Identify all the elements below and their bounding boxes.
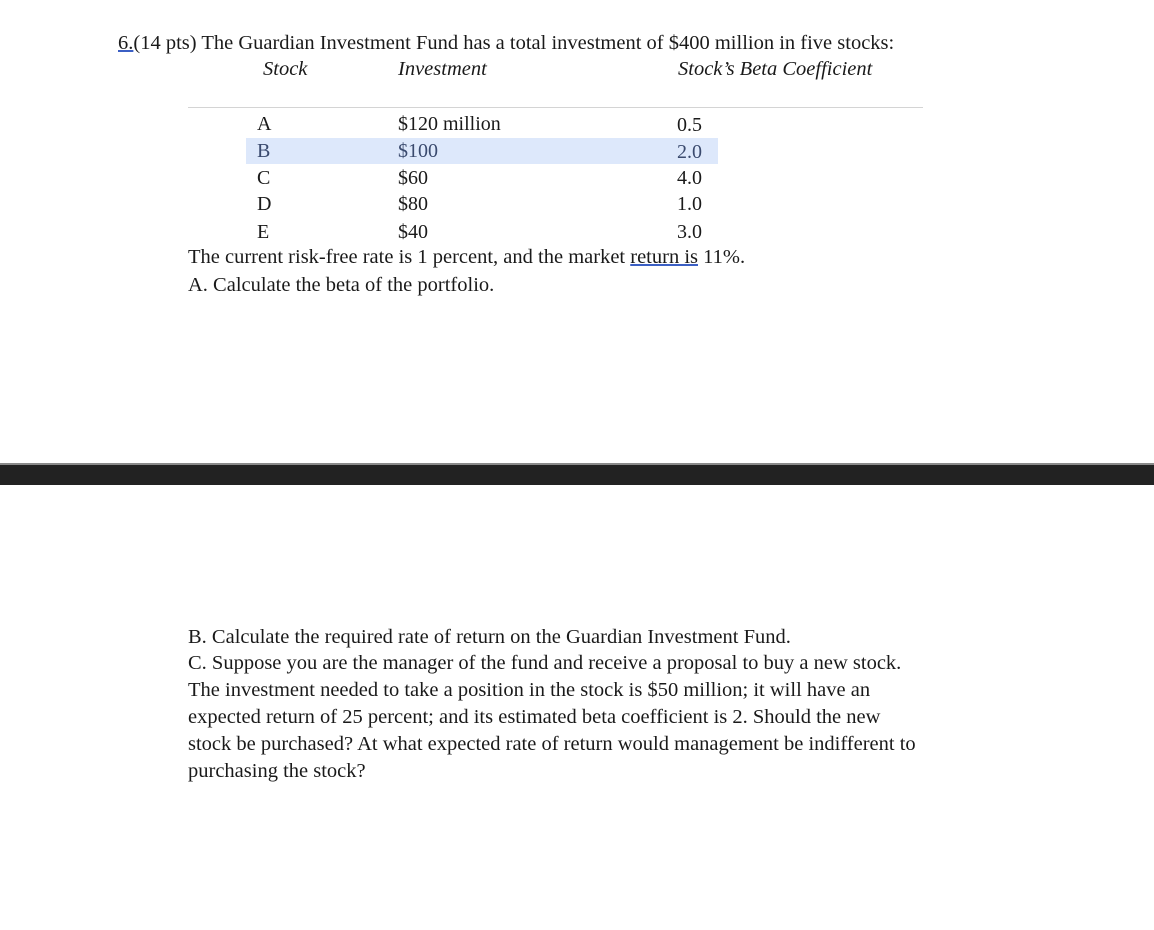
header-stock: Stock [263, 58, 308, 80]
question-intro: (14 pts) The Guardian Investment Fund has a total investment of $400 million in five stocks: [133, 32, 895, 54]
part-c-line: expected return of 25 percent; and its estimated beta coefficient is 2. Should the new [188, 706, 881, 728]
row-stock: B [257, 140, 271, 162]
row-beta: 4.0 [677, 167, 702, 189]
question-number: 6. [118, 32, 134, 54]
part-c-line: stock be purchased? At what expected rate of return would management be indifferent to [188, 733, 916, 755]
table-header-rule [188, 107, 923, 108]
row-investment: $80 [398, 193, 428, 215]
rates-sentence [188, 246, 745, 269]
part-a-prompt: A. Calculate the beta of the portfolio. [188, 274, 495, 296]
rates-text-after: 11%. [698, 246, 746, 268]
question-heading [118, 32, 894, 55]
row-stock: C [257, 167, 271, 189]
row-b-highlight [246, 138, 718, 164]
row-investment: $100 [398, 140, 438, 162]
row-beta: 1.0 [677, 193, 702, 215]
header-investment: Investment [398, 58, 487, 80]
header-beta: Stock’s Beta Coefficient [678, 58, 873, 80]
row-beta: 0.5 [677, 114, 702, 136]
part-c-line: The investment needed to take a position in the stock is $50 million; it will have an [188, 679, 871, 701]
row-investment: $60 [398, 167, 428, 189]
row-beta: 2.0 [677, 141, 702, 163]
row-stock: A [257, 113, 272, 135]
part-c-line: C. Suppose you are the manager of the fund and receive a proposal to buy a new stock. [188, 652, 902, 674]
part-c-line: purchasing the stock? [188, 760, 366, 782]
row-stock: E [257, 221, 270, 243]
page-break-bar [0, 463, 1154, 485]
row-stock: D [257, 193, 272, 215]
row-investment: $40 [398, 221, 428, 243]
proofing-flagged-text[interactable]: return is [630, 246, 698, 268]
row-beta: 3.0 [677, 221, 702, 243]
rates-text-before: The current risk-free rate is 1 percent, and the market [188, 246, 631, 268]
part-b-prompt: B. Calculate the required rate of return on the Guardian Investment Fund. [188, 626, 791, 648]
row-investment: $120 million [398, 113, 501, 135]
